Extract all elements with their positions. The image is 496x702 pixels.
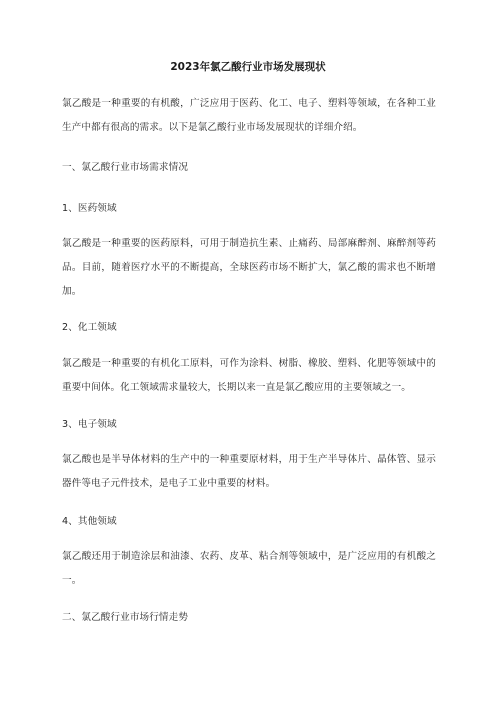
subheading-other: 4、其他领域: [62, 516, 117, 527]
document-title: 2023年氯乙酸行业市场发展现状: [170, 61, 326, 73]
paragraph-medicine: 氯乙酸是一种重要的医药原料，可用于制造抗生素、止痛药、局部麻醉剂、麻醉剂等药品。目前，随着医疗水平的不断提高，全球医药市场不断扩大，氯乙酸的需求也不断增加。: [62, 238, 436, 297]
paragraph-other: 氯乙酸还用于制造涂层和油漆、农药、皮革、粘合剂等领域中，是广泛应用的有机酸之一。: [62, 551, 436, 586]
paragraph-chemical: 氯乙酸是一种重要的有机化工原料，可作为涂料、树脂、橡胶、塑料、化肥等领域中的重要中间体。化工领域需求量较大，长期以来一直是氯乙酸应用的主要领域之一。: [62, 358, 436, 393]
subheading-medicine: 1、医药领域: [62, 203, 117, 214]
paragraph-electronics: 氯乙酸也是半导体材料的生产中的一种重要原材料，用于生产半导体片、晶体管、显示器件等电子元件技术，是电子工业中重要的材料。: [62, 454, 436, 489]
subheading-electronics: 3、电子领域: [62, 419, 117, 430]
subheading-chemical: 2、化工领域: [62, 322, 117, 333]
intro-paragraph: 氯乙酸是一种重要的有机酸，广泛应用于医药、化工、电子、塑料等领域，在各种工业生产中都有很高的需求。以下是氯乙酸行业市场发展现状的详细介绍。: [62, 98, 436, 133]
section-heading-trend: 二、氯乙酸行业市场行情走势: [62, 612, 189, 623]
section-heading-demand: 一、氯乙酸行业市场需求情况: [62, 162, 189, 173]
